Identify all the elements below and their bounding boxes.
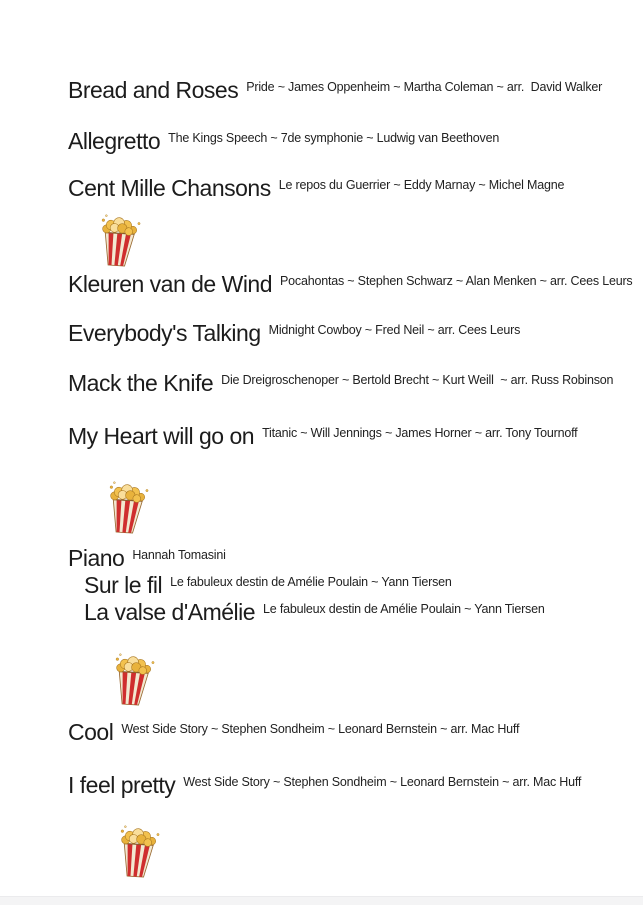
song-details: Die Dreigroschenoper ~ Bertold Brecht ~ Kurt Weill ~ arr. Russ Robinson bbox=[221, 373, 614, 387]
song-details: Le repos du Guerrier ~ Eddy Marnay ~ Michel Magne bbox=[278, 178, 565, 192]
song-title: Sur le fil bbox=[84, 572, 163, 598]
song-details: Midnight Cowboy ~ Fred Neil ~ arr. Cees Leurs bbox=[268, 323, 521, 337]
popcorn-icon bbox=[101, 480, 151, 536]
program-row bbox=[84, 600, 545, 625]
song-title: Allegretto bbox=[68, 128, 161, 154]
song-title: Cool bbox=[68, 719, 114, 745]
song-details: The Kings Speech ~ 7de symphonie ~ Ludwig van Beethoven bbox=[168, 131, 500, 145]
song-title: Mack the Knife bbox=[68, 370, 214, 396]
song-details: Le fabuleux destin de Amélie Poulain ~ Yann Tiersen bbox=[170, 575, 452, 589]
song-details: Pride ~ James Oppenheim ~ Martha Coleman ~ arr. David Walker bbox=[246, 80, 603, 94]
program-row bbox=[68, 129, 499, 154]
program-row bbox=[68, 78, 602, 103]
popcorn-icon bbox=[107, 652, 157, 708]
program-row bbox=[68, 773, 581, 798]
song-title: Piano bbox=[68, 545, 125, 571]
program-row bbox=[68, 720, 519, 745]
program-row bbox=[68, 424, 577, 449]
song-title: I feel pretty bbox=[68, 772, 176, 798]
program-row bbox=[68, 546, 226, 571]
song-title: Everybody's Talking bbox=[68, 320, 261, 346]
song-title: Bread and Roses bbox=[68, 77, 239, 103]
program-row bbox=[84, 573, 452, 598]
song-title: My Heart will go on bbox=[68, 423, 255, 449]
program-row bbox=[68, 321, 520, 346]
song-title: La valse d'Amélie bbox=[84, 599, 256, 625]
bottom-bar bbox=[0, 896, 643, 905]
program-row bbox=[68, 371, 613, 396]
song-details: Hannah Tomasini bbox=[132, 548, 226, 562]
song-title: Kleuren van de Wind bbox=[68, 271, 273, 297]
program-row bbox=[68, 272, 632, 297]
song-details: Titanic ~ Will Jennings ~ James Horner ~ arr. Tony Tournoff bbox=[262, 426, 578, 440]
song-title: Cent Mille Chansons bbox=[68, 175, 271, 201]
popcorn-icon bbox=[93, 213, 143, 269]
popcorn-icon bbox=[112, 824, 162, 880]
song-details: Le fabuleux destin de Amélie Poulain ~ Yann Tiersen bbox=[263, 602, 545, 616]
program-row bbox=[68, 176, 564, 201]
song-details: West Side Story ~ Stephen Sondheim ~ Leonard Bernstein ~ arr. Mac Huff bbox=[183, 775, 582, 789]
song-details: West Side Story ~ Stephen Sondheim ~ Leonard Bernstein ~ arr. Mac Huff bbox=[121, 722, 520, 736]
song-details: Pocahontas ~ Stephen Schwarz ~ Alan Menken ~ arr. Cees Leurs bbox=[280, 274, 633, 288]
